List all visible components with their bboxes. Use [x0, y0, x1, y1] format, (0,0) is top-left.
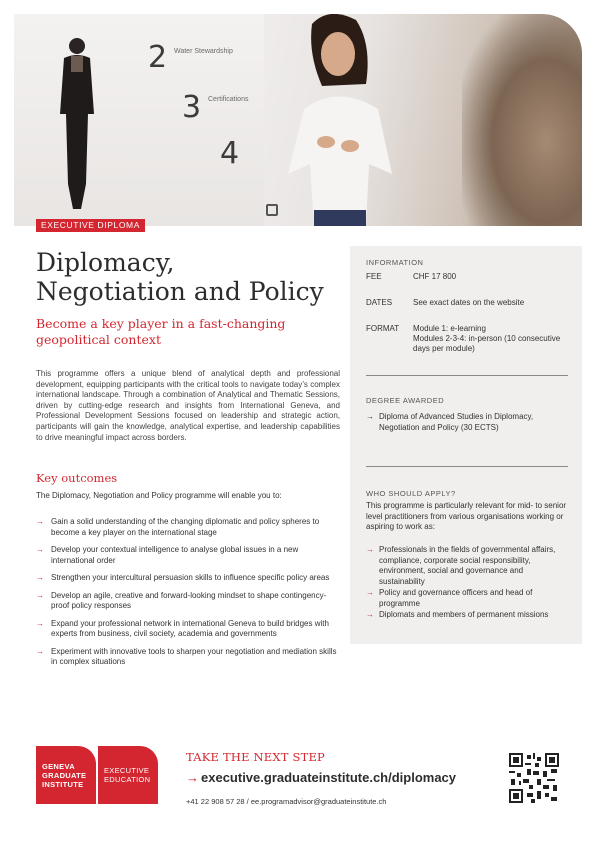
geneva-graduate-institute-logo: [36, 746, 96, 804]
degree-heading: DEGREE AWARDED: [366, 396, 445, 405]
divider: [366, 466, 568, 467]
list-item-text: Strengthen your intercultural persuasion skills to influence specific policy areas: [51, 573, 330, 582]
divider: [366, 375, 568, 376]
format-label: FORMAT: [366, 324, 400, 333]
list-item: [36, 591, 341, 612]
degree-text-block: [366, 412, 556, 433]
slide-step-2-text: Water Stewardship: [174, 48, 233, 55]
list-item: [366, 588, 571, 609]
degree-text: Diploma of Advanced Studies in Diplomacy, Negotiation and Policy (30 ECTS): [379, 412, 534, 432]
qr-code[interactable]: [509, 753, 559, 803]
logo-a-text: GENEVA GRADUATE INSTITUTE: [42, 762, 87, 789]
title-line-1: Diplomacy,: [36, 248, 175, 277]
list-item: [366, 610, 571, 621]
programme-tag: EXECUTIVE DIPLOMA: [36, 219, 145, 232]
arrow-icon: →: [36, 590, 44, 600]
page-subtitle: Become a key player in a fast-changing geopolitical context: [36, 316, 286, 347]
logo-b-text: EXECUTIVE EDUCATION: [104, 766, 151, 784]
list-item-text: Expand your professional network in international Geneva to build bridges with experts from business, civil society, academia and governments: [51, 618, 329, 638]
list-item-text: Policy and governance officers and head of programme: [379, 588, 533, 608]
slide-step-3-text: Certifications: [208, 96, 249, 103]
arrow-icon: →: [366, 610, 374, 619]
arrow-icon: →: [36, 573, 44, 582]
slide-step-3-number: 3: [182, 90, 202, 125]
website-link-text[interactable]: executive.graduateinstitute.ch/diplomacy: [201, 770, 457, 785]
key-outcomes-lead: The Diplomacy, Negotiation and Policy programme will enable you to:: [36, 491, 282, 500]
format-value: Module 1: e-learning Modules 2-3-4: in-person (10 consecutive days per module): [413, 324, 561, 353]
slide-step-2-number: 2: [148, 40, 168, 75]
list-item-text: Develop an agile, creative and forward-looking mindset to shape contingency-proof policy responses: [51, 590, 327, 610]
list-item: [36, 647, 341, 668]
key-outcomes-heading: Key outcomes: [36, 471, 118, 485]
title-line-2: Negotiation and Policy: [36, 277, 324, 306]
list-item-text: Diplomats and members of permanent missions: [379, 610, 549, 619]
screen-logo-icon: [266, 204, 278, 216]
executive-education-logo: [98, 746, 158, 804]
arrow-icon: →: [366, 588, 374, 597]
page-title: [36, 248, 356, 306]
website-link[interactable]: [186, 770, 456, 785]
arrow-icon: →: [366, 545, 374, 554]
dates-value: See exact dates on the website: [413, 298, 525, 307]
list-item: [36, 545, 341, 566]
arrow-icon: →: [186, 770, 199, 785]
information-heading: INFORMATION: [366, 258, 424, 267]
who-list: [366, 545, 571, 622]
arrow-icon: →: [36, 618, 44, 628]
arrow-icon: →: [366, 412, 374, 421]
list-item: [36, 517, 341, 538]
list-item-text: Develop your contextual intelligence to analyse global issues in a new international order: [51, 545, 299, 565]
audience-blur: [462, 14, 582, 226]
fee-label: FEE: [366, 272, 382, 281]
presentation-screen: [14, 14, 264, 226]
list-item-text: Gain a solid understanding of the changing diplomatic and policy spheres to become a key player on the international stage: [51, 517, 320, 537]
intro-paragraph: This programme offers a unique blend of analytical depth and professional development, equipping participants with the critical tools to navigate today’s complex international landscape. Through a combination of Analytical and Thematic Sessions, driven by cutting-edge research and insights from International Geneva, and Professional Development Sessions focused on leadership and strategic action, participants will gain the knowledge, analytical expertise, and leadership capabilities to drive meaningful impact across borders.: [36, 369, 340, 442]
list-item: [36, 619, 341, 640]
contact-info: +41 22 908 57 28 / ee.programadvisor@graduateinstitute.ch: [186, 797, 387, 806]
fee-value: CHF 17 800: [413, 272, 457, 281]
info-panel: [350, 246, 582, 644]
dates-label: DATES: [366, 298, 393, 307]
slide-step-4-number: 4: [220, 136, 240, 171]
presenter-image: [274, 14, 424, 226]
next-step-heading: TAKE THE NEXT STEP: [186, 750, 325, 764]
who-text: This programme is particularly relevant for mid- to senior level practitioners from various organisations working or aspiring to work as:: [366, 501, 567, 531]
list-item: [36, 573, 341, 584]
arrow-icon: →: [36, 545, 44, 554]
list-item-text: Professionals in the fields of governmental affairs, compliance, corporate social responsibility, environment, social and governance and sustainability: [379, 545, 556, 586]
key-outcomes-list: [36, 517, 341, 675]
hero-photo: [14, 14, 582, 226]
who-heading: WHO SHOULD APPLY?: [366, 489, 456, 498]
list-item: [366, 545, 571, 587]
arrow-icon: →: [36, 646, 44, 656]
list-item-text: Experiment with innovative tools to sharpen your negotiation and mediation skills in complex situations: [51, 646, 337, 666]
arrow-icon: →: [36, 517, 44, 526]
slide-figure-image: [54, 34, 100, 214]
